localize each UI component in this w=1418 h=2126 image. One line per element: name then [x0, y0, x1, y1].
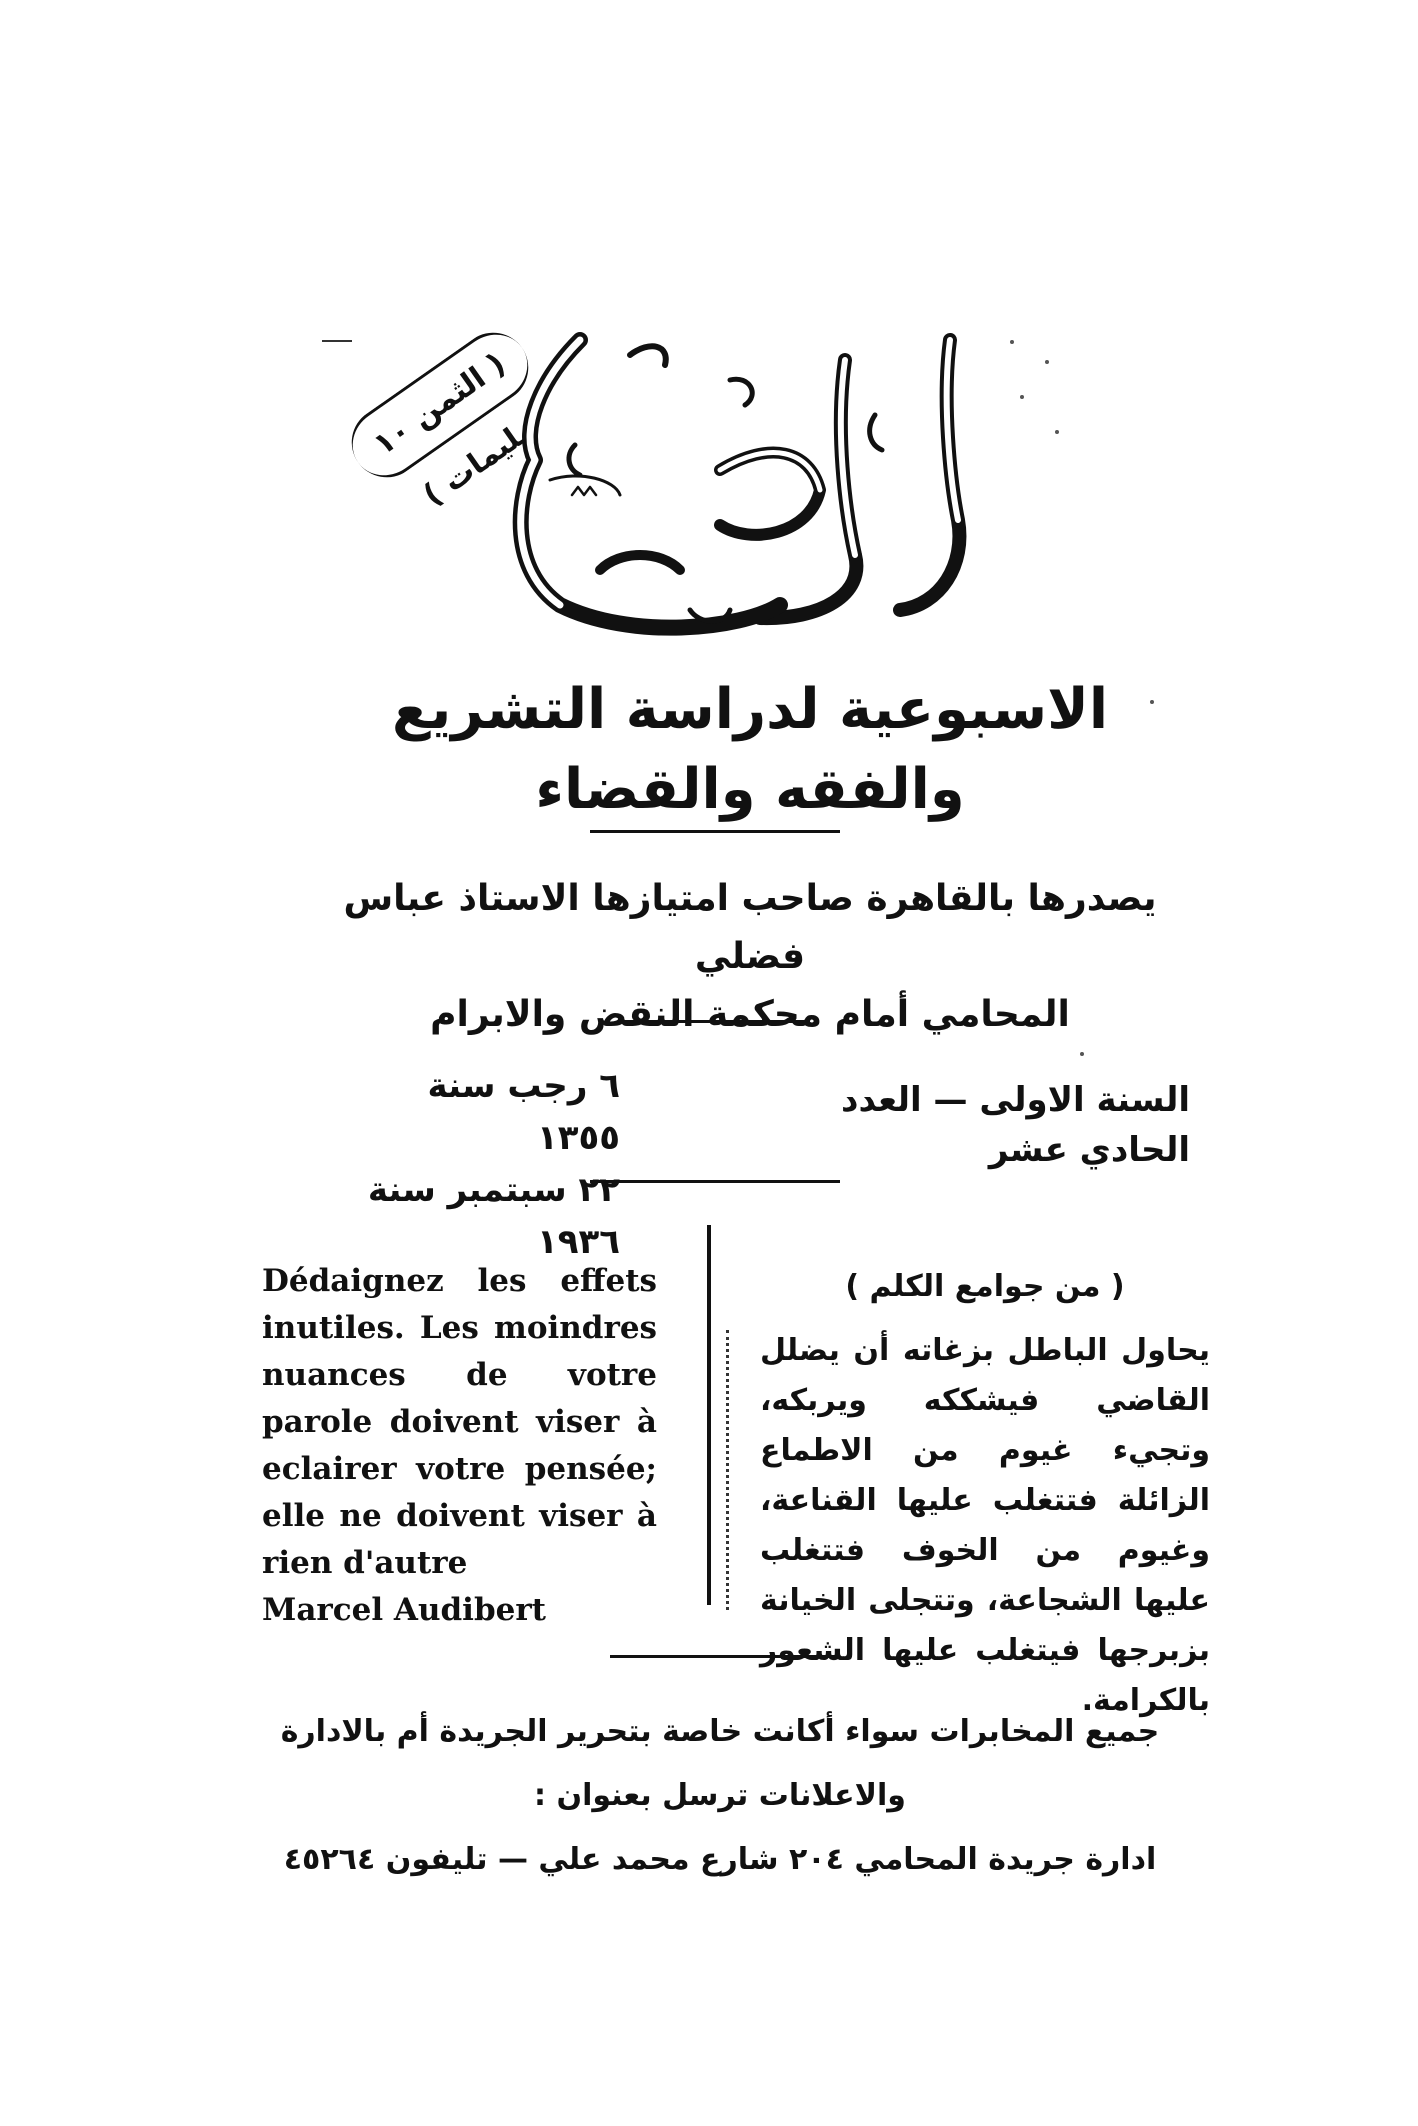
- french-quote-text: Dédaignez les effets inutiles. Les moindres nuances de votre parole doivent viser à eclairer votre pensée; elle ne doivent viser à rien d'autre: [262, 1263, 657, 1581]
- hijri-date: ٦ رجب سنة ١٣٥٥: [427, 1066, 620, 1158]
- stray-mark: [322, 340, 352, 342]
- french-quote: [262, 1258, 657, 1634]
- issue-dates: [340, 1060, 620, 1268]
- issue-volume: السنة الاولى — العدد الحادي عشر: [841, 1080, 1190, 1170]
- rule-top: [590, 830, 840, 833]
- french-quote-author: Marcel Audibert: [262, 1592, 546, 1628]
- speck: [1045, 360, 1049, 364]
- price-badge-text: ( الثمن ١٠ مليمات ): [367, 346, 543, 514]
- rule-middle: [620, 1020, 810, 1023]
- speck: [1010, 340, 1014, 344]
- publisher-line-2: المحامي أمام محكمة النقض والابرام: [430, 994, 1070, 1035]
- rule-bottom: [610, 1655, 840, 1658]
- arabic-quote-text: يحاول الباطل بزغاته أن يضلل القاضي فيشككه ويربكه، وتجيء غيوم من الاطماع الزائلة فتتغلب عليها القناعة، وغيوم من الخوف فتتغلب عليها الشجاعة، وتتجلى الخيانة بزبرجها فيتغلب عليها الشعور بالكرامة.: [760, 1333, 1210, 1718]
- masthead-logo: [480, 320, 1000, 650]
- arabic-quote-heading: ( من جوامع الكلم ): [845, 1269, 1125, 1304]
- footer-line-2: ادارة جريدة المحامي ٢٠٤ شارع محمد علي — تليفون ٤٥٢٦٤: [283, 1842, 1157, 1877]
- rule-lower: [590, 1180, 840, 1183]
- masthead-calligraphy: [480, 320, 1000, 650]
- column-divider: [707, 1225, 711, 1605]
- publisher-info: [340, 870, 1160, 1044]
- gregorian-date: ٢٢ سبتمبر سنة ١٩٣٦: [367, 1170, 620, 1262]
- publisher-line-1: يصدرها بالقاهرة صاحب امتيازها الاستاذ عباس فضلي: [343, 878, 1157, 977]
- masthead-subtitle: الاسبوعية لدراسة التشريع والفقه والقضاء: [391, 677, 1109, 822]
- speck: [1055, 430, 1059, 434]
- speck: [1080, 1052, 1084, 1056]
- footer-contact: [250, 1700, 1190, 1892]
- column-dotted-divider: [726, 1330, 729, 1610]
- speck: [1020, 395, 1024, 399]
- footer-line-1: جميع المخابرات سواء أكانت خاصة بتحرير الجريدة أم بالادارة والاعلانات ترسل بعنوان :: [280, 1714, 1160, 1813]
